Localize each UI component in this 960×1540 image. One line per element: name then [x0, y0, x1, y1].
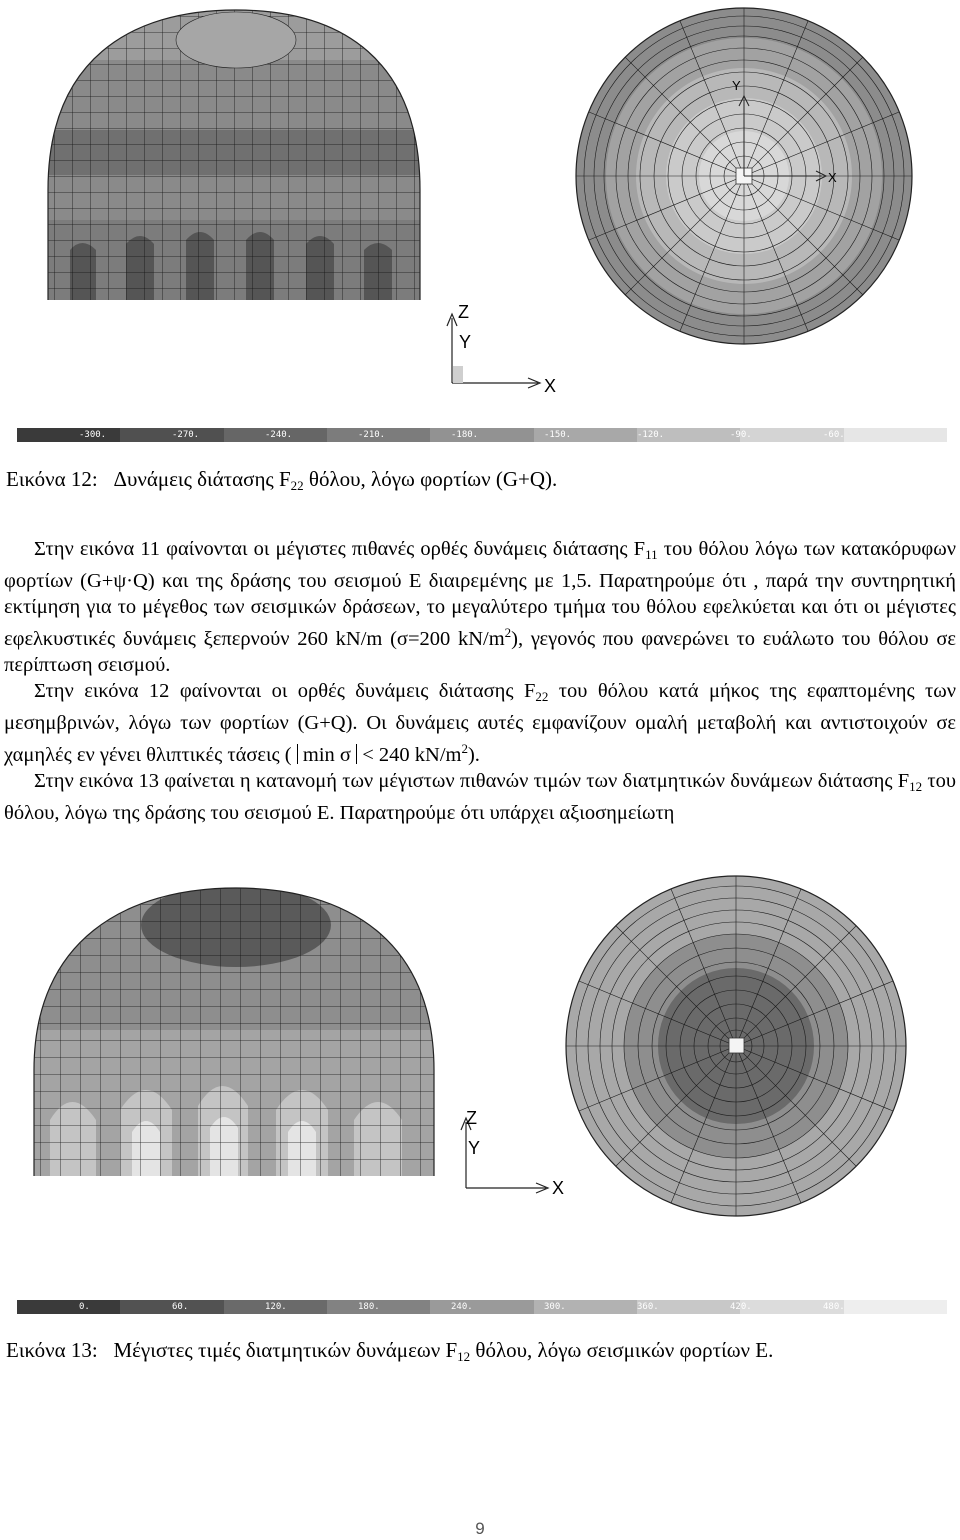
scale-ticks-12 — [17, 428, 947, 442]
scale-tick-label: 300. — [544, 1302, 566, 1312]
dome-top-view — [566, 876, 906, 1216]
axis-z-label: Z — [466, 1108, 477, 1128]
scale-tick-label: -180. — [451, 430, 479, 440]
topview-x-label: X — [828, 170, 837, 185]
figure-12 — [0, 0, 960, 460]
caption-subscript: 12 — [457, 1349, 471, 1364]
dome-top-view — [576, 8, 912, 344]
axis-z-label: Z — [458, 302, 469, 322]
paragraph-3: Στην εικόνα 13 φαίνεται η κατανομή των μέγιστων πιθανών τιμών των διατμητικών δυνάμεων διάτασης $F_{12}$ του θόλου, λόγω της δράσης του σεισμού Ε. Παρατηρούμε ότι υπάρχει αξιοσημείωτη — [4, 770, 956, 824]
axis-x-label: X — [544, 376, 557, 396]
figure-13 — [0, 870, 960, 1330]
page-number: 9 — [475, 1519, 485, 1538]
dome-side-view — [30, 870, 440, 1180]
caption-subscript: 22 — [290, 478, 304, 493]
scale-tick-label: -90. — [730, 430, 752, 440]
dome-side-view — [40, 0, 430, 300]
scale-tick-label: 240. — [451, 1302, 473, 1312]
axis-x-label: X — [552, 1178, 565, 1198]
scale-tick-label: 420. — [730, 1302, 752, 1312]
scale-tick-label: -210. — [358, 430, 386, 440]
paragraph-1: Στην εικόνα 11 φαίνονται οι μέγιστες πιθανές ορθές δυνάμεις διάτασης $F_{11}$ του θόλου λόγω των κατακόρυφων φορτίων (G+ψ·Q) και της δράσης του σεισμού Ε διαιρεμένης με 1,5. Παρατηρούμε ότι , παρά την συντηρητική εκτίμηση για το μέγεθος των σεισμικών δράσεων, το μεγαλύτερο τμήμα του θόλου εφελκύεται και ότι οι μέγιστες εφελκυστικές δυνάμεις ξεπερνούν 260 kN/m (σ=200 $kN/m^2$), γεγονός που φανερώνει το ευάλωτο του θόλου σε περίπτωση σεισμού. — [4, 538, 957, 676]
scale-tick-label: 120. — [265, 1302, 287, 1312]
scale-tick-label: -270. — [172, 430, 200, 440]
scale-tick-label: 60. — [172, 1302, 189, 1312]
caption-text: Μέγιστες τιμές διατμητικών δυνάμεων F — [113, 1338, 458, 1362]
body-text — [4, 536, 956, 826]
scale-tick-label: 0. — [79, 1302, 90, 1312]
figure-13-drawing — [0, 870, 960, 1330]
axis-y-label: Y — [459, 332, 472, 352]
scale-tick-label: -120. — [637, 430, 665, 440]
scale-ticks-13 — [17, 1300, 947, 1314]
figure-13-caption — [6, 1338, 773, 1365]
scale-tick-label: 360. — [637, 1302, 659, 1312]
scale-tick-label: -300. — [79, 430, 107, 440]
caption-text-end: θόλου, λόγω σεισμικών φορτίων Ε. — [470, 1338, 774, 1362]
axis-y-label: Y — [468, 1138, 481, 1158]
caption-text-end: θόλου, λόγω φορτίων (G+Q). — [303, 467, 558, 491]
caption-label: Εικόνα 12: — [6, 467, 98, 491]
caption-text: Δυνάμεις διάτασης F — [113, 467, 291, 491]
scale-tick-label: 180. — [358, 1302, 380, 1312]
figure-12-caption — [6, 467, 557, 494]
paragraph-2: Στην εικόνα 12 φαίνονται οι ορθές δυνάμεις διάτασης $F_{22}$ του θόλου κατά μήκος της εφαπτομένης των μεσημβρινών, λόγω των φορτίων (G+Q). Οι δυνάμεις αυτές εμφανίζουν ομαλή μεταβολή και αντιστοιχούν σε χαμηλές εν γένει θλιπτικές τάσεις ( min σ < 240 $kN/m^2$). — [4, 680, 956, 766]
figure-12-drawing — [0, 0, 960, 460]
caption-label: Εικόνα 13: — [6, 1338, 98, 1362]
scale-tick-label: -60. — [823, 430, 845, 440]
scale-tick-label: -240. — [265, 430, 293, 440]
topview-y-label: Y — [732, 78, 741, 93]
scale-tick-label: 480. — [823, 1302, 845, 1312]
scale-tick-label: -150. — [544, 430, 572, 440]
